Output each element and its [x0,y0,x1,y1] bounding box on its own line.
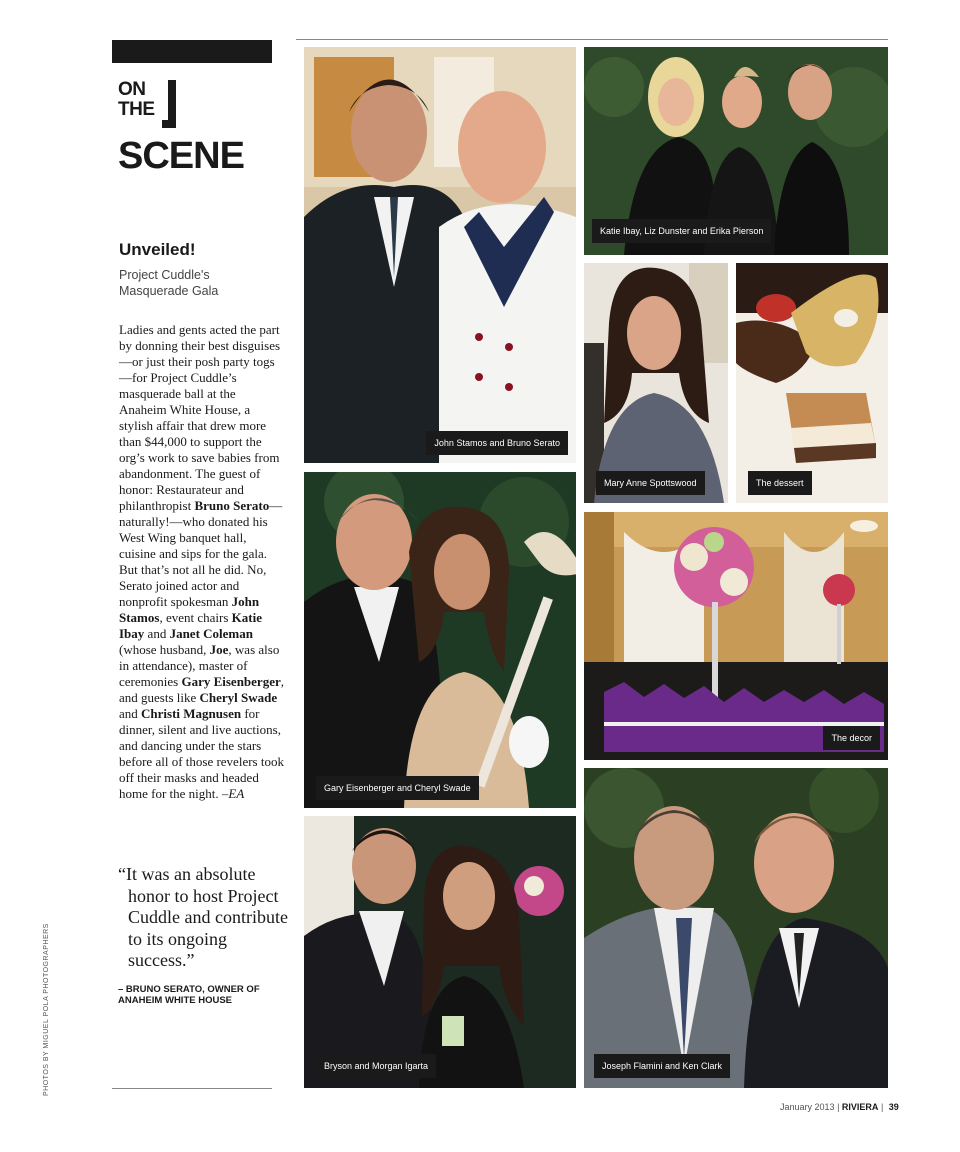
caption-eisenberger-swade: Gary Eisenberger and Cheryl Swade [316,776,479,800]
caption-dessert: The dessert [748,471,812,495]
caption-stamos-serato: John Stamos and Bruno Serato [426,431,568,455]
photo-eisenberger-swade [304,472,576,808]
footer-separator: | [837,1102,842,1112]
photo-stamos-serato [304,47,576,463]
top-rule [296,39,888,40]
article-body: Ladies and gents acted the part by donning their best disguises—or just their posh party togs—for Project Cuddle’s masquerade ball at the Anaheim White House, a stylish affair that drew more than $44,000 to support the org’s work to save babies from abandonment. The guest of honor: Restaurateur and philanthropist Bruno Serato—naturally!—who donated his West Wing banquet hall, cuisine and sips for the gala. But that’s not all he did. No, Serato joined actor and nonprofit spokesman John Stamos, event chairs Katie Ibay and Janet Coleman (whose husband, Joe, was also in attendance), master of ceremonies Gary Eisenberger, and guests like Cheryl Swade and Christi Magnusen for dinner, silent and live auctions, and dancing under the stars before all of those revelers took off their masks and headed home for the night. –EA [119,322,284,801]
article-headline: Unveiled! [119,240,196,259]
bottom-rule [112,1088,272,1089]
pull-quote: “It was an absolute honor to host Project Cuddle and contribute to its ongoing success.” [118,864,288,970]
footer-date: January 2013 [780,1102,835,1112]
photo-igarta [304,816,576,1088]
caption-igarta: Bryson and Morgan Igarta [316,1054,436,1078]
footer-separator: | [880,1102,886,1112]
logo-word-scene: SCENE [118,135,244,177]
caption-ibay-dunster-pierson: Katie Ibay, Liz Dunster and Erika Pierson [592,219,771,243]
logo-bracket [162,80,176,128]
photo-dessert [736,263,888,503]
quote-attribution: – BRUNO SERATO, OWNER OF ANAHEIM WHITE HOUSE [118,984,260,1006]
caption-flamini-clark: Joseph Flamini and Ken Clark [594,1054,730,1078]
photo-credit: PHOTOS BY MIGUEL POLA PHOTOGRAPHERS [43,923,50,1096]
header-bar [112,40,272,63]
caption-spottswood: Mary Anne Spottswood [596,471,705,495]
section-logo [118,80,278,180]
article-subhead: Project Cuddle's Masquerade Gala [119,268,219,298]
page-footer [780,1102,899,1112]
photo-decor [584,512,888,760]
photo-flamini-clark [584,768,888,1088]
logo-word-on: ON [118,79,146,100]
logo-word-the: THE [118,99,155,120]
footer-page-number: 39 [888,1102,899,1112]
footer-publication: RIVIERA [841,1102,879,1112]
caption-decor: The decor [823,726,880,750]
photo-ibay-dunster-pierson [584,47,888,255]
photo-spottswood [584,263,728,503]
